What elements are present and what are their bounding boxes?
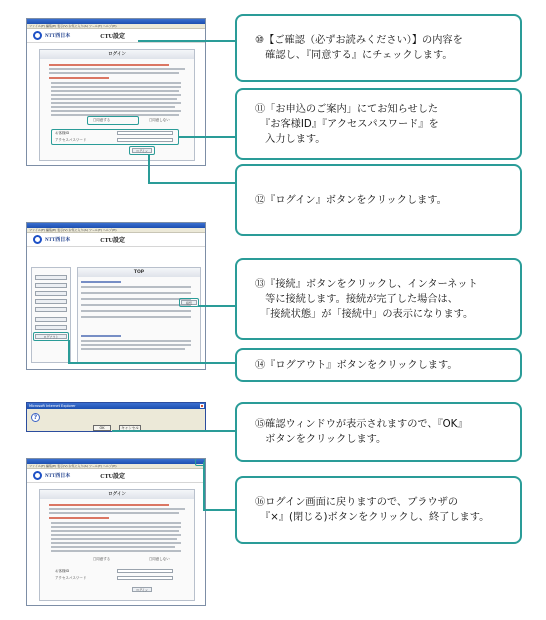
connector-12 — [148, 154, 150, 182]
step-14-callout — [235, 348, 522, 382]
login-button[interactable]: ログイン — [132, 148, 152, 153]
access-password-input[interactable] — [117, 138, 173, 142]
step-16-callout — [235, 476, 522, 544]
step-11-line-2: 『お客様ID』『アクセスパスワード』を — [255, 118, 439, 130]
connector-13 — [198, 305, 235, 307]
top-heading: TOP — [78, 268, 200, 277]
step-15-callout — [235, 402, 522, 462]
step-13-line-2: 等に接続します。接続が完了した場合は、 — [255, 293, 458, 305]
step-15-line-1: ⑮確認ウィンドウが表示されますので、『OK』 — [255, 419, 468, 430]
ntt-logo-icon — [33, 31, 42, 40]
step-12-line-1: ⑫『ログイン』ボタンをクリックします。 — [255, 194, 447, 206]
agree-checkbox[interactable]: □同意する — [93, 557, 111, 561]
question-icon: ? — [31, 413, 40, 422]
connector-14b — [68, 362, 235, 364]
step-11-line-3: 入力します。 — [255, 133, 326, 145]
disagree-checkbox[interactable]: □同意しない — [149, 118, 170, 122]
access-password-label: アクセスパスワード — [55, 576, 87, 580]
top-screenshot — [26, 222, 206, 370]
dialog-title: Microsoft Internet Explorer — [27, 403, 205, 409]
logout-button[interactable]: ログアウト — [35, 334, 67, 339]
login-button[interactable]: ログイン — [132, 587, 152, 592]
dialog-close-icon[interactable] — [200, 404, 204, 408]
brand-header — [27, 233, 205, 247]
connector-16 — [203, 462, 205, 509]
step-10-callout — [235, 14, 522, 82]
ctu-header: CTU設定 — [100, 474, 125, 480]
access-password-label: アクセスパスワード — [55, 138, 87, 142]
login-heading: ログイン — [40, 490, 194, 499]
browser-menubar: ファイル(F) 編集(E) 表示(V) お気に入り(A) ツール(T) ヘルプ(H) — [27, 228, 205, 233]
step-15-line-2: ボタンをクリックします。 — [255, 434, 387, 445]
connector-11 — [178, 136, 235, 138]
step-13-line-1: ⑬『接続』ボタンをクリックし、インターネット — [255, 278, 478, 290]
customer-id-input[interactable] — [117, 569, 173, 573]
side-menu — [31, 267, 71, 363]
connect-button[interactable]: 接続 — [181, 300, 197, 305]
ntt-logo-icon — [33, 235, 42, 244]
dialog-cancel-button[interactable]: キャンセル — [119, 425, 141, 431]
step-11-line-1: ⑪「お申込のご案内」にてお知らせした — [255, 103, 439, 115]
step-16-line-2: 『×』(閉じる)ボタンをクリックし、終了します。 — [255, 512, 490, 523]
step-10-line-2: 確認し、『同意する』にチェックします。 — [255, 50, 453, 61]
step-16-line-1: ⑯ログイン画面に戻りますので、ブラウザの — [255, 497, 459, 508]
login-pane — [39, 489, 195, 601]
ntt-logo-text: NTT西日本 — [45, 238, 71, 243]
connector-12b — [148, 182, 235, 184]
step-10-line-1: ⑩【ご確認（必ずお読みください）】の内容を — [255, 35, 463, 46]
step-12-callout — [235, 164, 522, 236]
ntt-logo-text: NTT西日本 — [45, 34, 71, 39]
customer-id-label: お客様ID — [55, 569, 70, 573]
ntt-logo-icon — [33, 471, 42, 480]
confirm-dialog — [26, 402, 206, 432]
dialog-ok-button[interactable]: OK — [93, 425, 111, 431]
ctu-header: CTU設定 — [100, 34, 125, 40]
login-heading: ログイン — [40, 50, 194, 59]
customer-id-label: お客様ID — [55, 131, 70, 135]
step-13-line-3: 「接続状態」が「接続中」の表示になります。 — [255, 308, 474, 320]
connector-16b — [203, 509, 235, 511]
ctu-header: CTU設定 — [100, 238, 125, 244]
connector-10 — [138, 40, 235, 42]
connector-15 — [112, 430, 235, 432]
customer-id-input[interactable] — [117, 131, 173, 135]
browser-menubar: ファイル(F) 編集(E) 表示(V) お気に入り(A) ツール(T) ヘルプ(H) — [27, 24, 205, 29]
ntt-logo-text: NTT西日本 — [45, 474, 71, 479]
access-password-input[interactable] — [117, 576, 173, 580]
connector-14 — [68, 340, 70, 364]
login-screenshot-2 — [26, 458, 206, 606]
step-11-callout — [235, 88, 522, 160]
step-14-line-1: ⑭『ログアウト』ボタンをクリックします。 — [255, 359, 458, 371]
disagree-checkbox[interactable]: □同意しない — [149, 557, 170, 561]
agree-checkbox[interactable]: □同意する — [93, 118, 111, 122]
browser-menubar: ファイル(F) 編集(E) 表示(V) お気に入り(A) ツール(T) ヘルプ(H) — [27, 464, 205, 469]
brand-header — [27, 469, 205, 483]
step-13-callout — [235, 258, 522, 340]
